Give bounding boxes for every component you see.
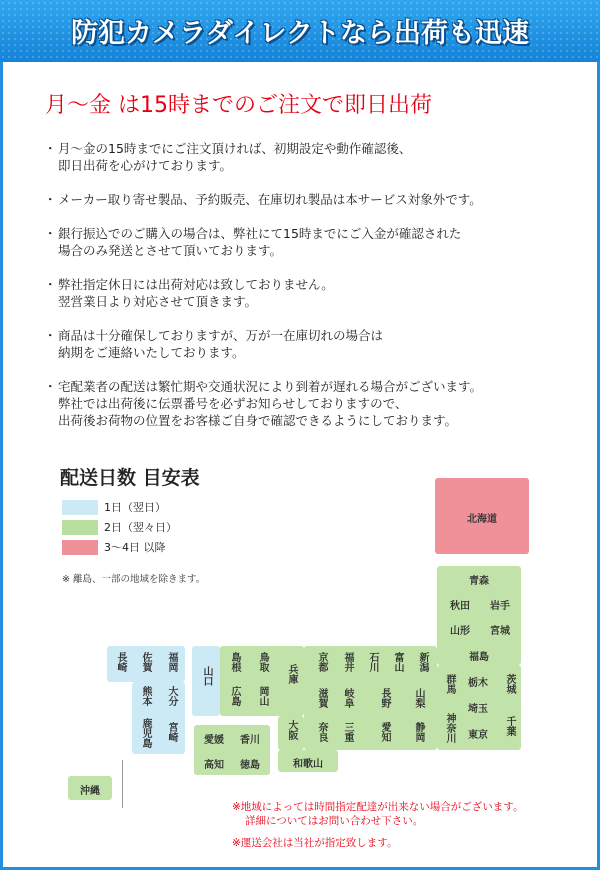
pref-mie: 三重 [342, 722, 353, 742]
note-line: 翌営業日より対応させて頂きます。 [58, 294, 258, 309]
pref-kanagawa: 神奈川 [444, 713, 455, 743]
pref-kagawa: 香川 [240, 735, 260, 746]
pref-gunma: 群馬 [444, 674, 455, 694]
pref-nara: 奈良 [316, 722, 327, 742]
pref-shiga: 滋賀 [316, 688, 327, 708]
pref-chiba: 千葉 [504, 716, 515, 736]
note-line: 商品は十分確保しておりますが、万が一在庫切れの場合は [58, 328, 384, 343]
pref-niigata: 新潟 [417, 652, 428, 672]
legend-label-3day: 3～4日 以降 [104, 541, 166, 554]
pref-wakayama: 和歌山 [293, 759, 323, 770]
bullet-mark: ・ [44, 141, 57, 156]
note-line: 弊社指定休日には出荷対応は致しておりません。 [58, 277, 334, 292]
note-line: メーカー取り寄せ製品、予約販売、在庫切れ製品は本サービス対象外です。 [58, 192, 482, 207]
pref-kagoshima: 鹿児島 [140, 718, 151, 748]
inquiry-note: 詳細についてはお問い合わせ下さい。 [245, 815, 424, 827]
pref-miyazaki: 宮崎 [166, 722, 177, 742]
bullet-mark: ・ [44, 379, 57, 394]
pref-okayama: 岡山 [257, 686, 268, 706]
pref-hokkaido: 北海道 [467, 514, 497, 525]
legend-label-2day: 2日（翌々日） [104, 521, 177, 534]
okinawa-divider [122, 760, 123, 808]
pref-fukuoka: 福岡 [166, 652, 177, 672]
header-title: 防犯カメラダイレクトなら出荷も迅速 [71, 18, 529, 49]
note-line: 即日出荷を心がけております。 [58, 158, 233, 173]
pref-fukui: 福井 [342, 652, 353, 672]
note-line: 銀行振込でのご購入の場合は、弊社にて15時までにご入金が確認された [58, 226, 462, 241]
pref-nagano: 長野 [379, 688, 390, 708]
note-line: 出荷後お荷物の位置をお客様ご自身で確認できるようにしております。 [58, 413, 458, 428]
pref-kochi: 高知 [204, 760, 224, 771]
remote-islands-note: ※ 離島、一部の地域を除きます。 [62, 574, 206, 585]
note-line: 納期をご連絡いたしております。 [58, 345, 245, 360]
note-line: 弊社では出荷後に伝票番号を必ずお知らせしておりますので、 [58, 396, 408, 411]
pref-shizuoka: 静岡 [413, 722, 424, 742]
time-designation-note: ※地域によっては時間指定配達が出来ない場合がございます。 [232, 801, 524, 813]
pref-oita: 大分 [166, 686, 177, 706]
pref-aichi: 愛知 [379, 722, 390, 742]
pref-yamaguchi: 山口 [201, 666, 212, 686]
legend-title: 配送日数 目安表 [60, 467, 200, 489]
note-line: 宅配業者の配送は繁忙期や交通状況により到着が遅れる場合がございます。 [58, 379, 483, 394]
pref-tochigi: 栃木 [468, 678, 488, 689]
pref-ishikawa: 石川 [367, 652, 378, 672]
pref-ehime: 愛媛 [204, 735, 224, 746]
bullet-mark: ・ [44, 226, 57, 241]
pref-okinawa: 沖縄 [80, 786, 100, 797]
carrier-note: ※運送会社は当社が指定致します。 [232, 837, 398, 849]
pref-tottori: 鳥取 [257, 652, 268, 672]
pref-aomori: 青森 [469, 576, 489, 587]
pref-saga: 佐賀 [140, 652, 151, 672]
pref-gifu: 岐阜 [342, 688, 353, 708]
pref-tokushima: 徳島 [240, 760, 260, 771]
note-line: 場合のみ発送とさせて頂いております。 [58, 243, 283, 258]
pref-hyogo: 兵庫 [286, 664, 297, 684]
pref-miyagi: 宮城 [490, 626, 510, 637]
pref-fukushima: 福島 [469, 652, 489, 663]
pref-iwate: 岩手 [490, 601, 510, 612]
pref-shimane: 島根 [229, 652, 240, 672]
pref-yamagata: 山形 [450, 626, 470, 637]
pref-yamanashi: 山梨 [413, 688, 424, 708]
pref-ibaraki: 茨城 [504, 674, 515, 694]
note-line: 月～金の15時までにご注文頂ければ、初期設定や動作確認後、 [58, 141, 412, 156]
pref-nagasaki: 長崎 [115, 652, 126, 672]
bullet-mark: ・ [44, 192, 57, 207]
legend-label-1day: 1日（翌日） [104, 501, 166, 514]
shipping-headline: 月～金 は15時までのご注文で即日出荷 [45, 93, 432, 118]
pref-hiroshima: 広島 [229, 686, 240, 706]
bullet-mark: ・ [44, 277, 57, 292]
pref-saitama: 埼玉 [468, 704, 488, 715]
pref-tokyo: 東京 [468, 730, 488, 741]
bullet-mark: ・ [44, 328, 57, 343]
pref-toyama: 富山 [392, 652, 403, 672]
pref-osaka: 大阪 [286, 720, 297, 740]
pref-kyoto: 京都 [316, 652, 327, 672]
pref-akita: 秋田 [450, 601, 470, 612]
pref-kumamoto: 熊本 [140, 686, 151, 706]
